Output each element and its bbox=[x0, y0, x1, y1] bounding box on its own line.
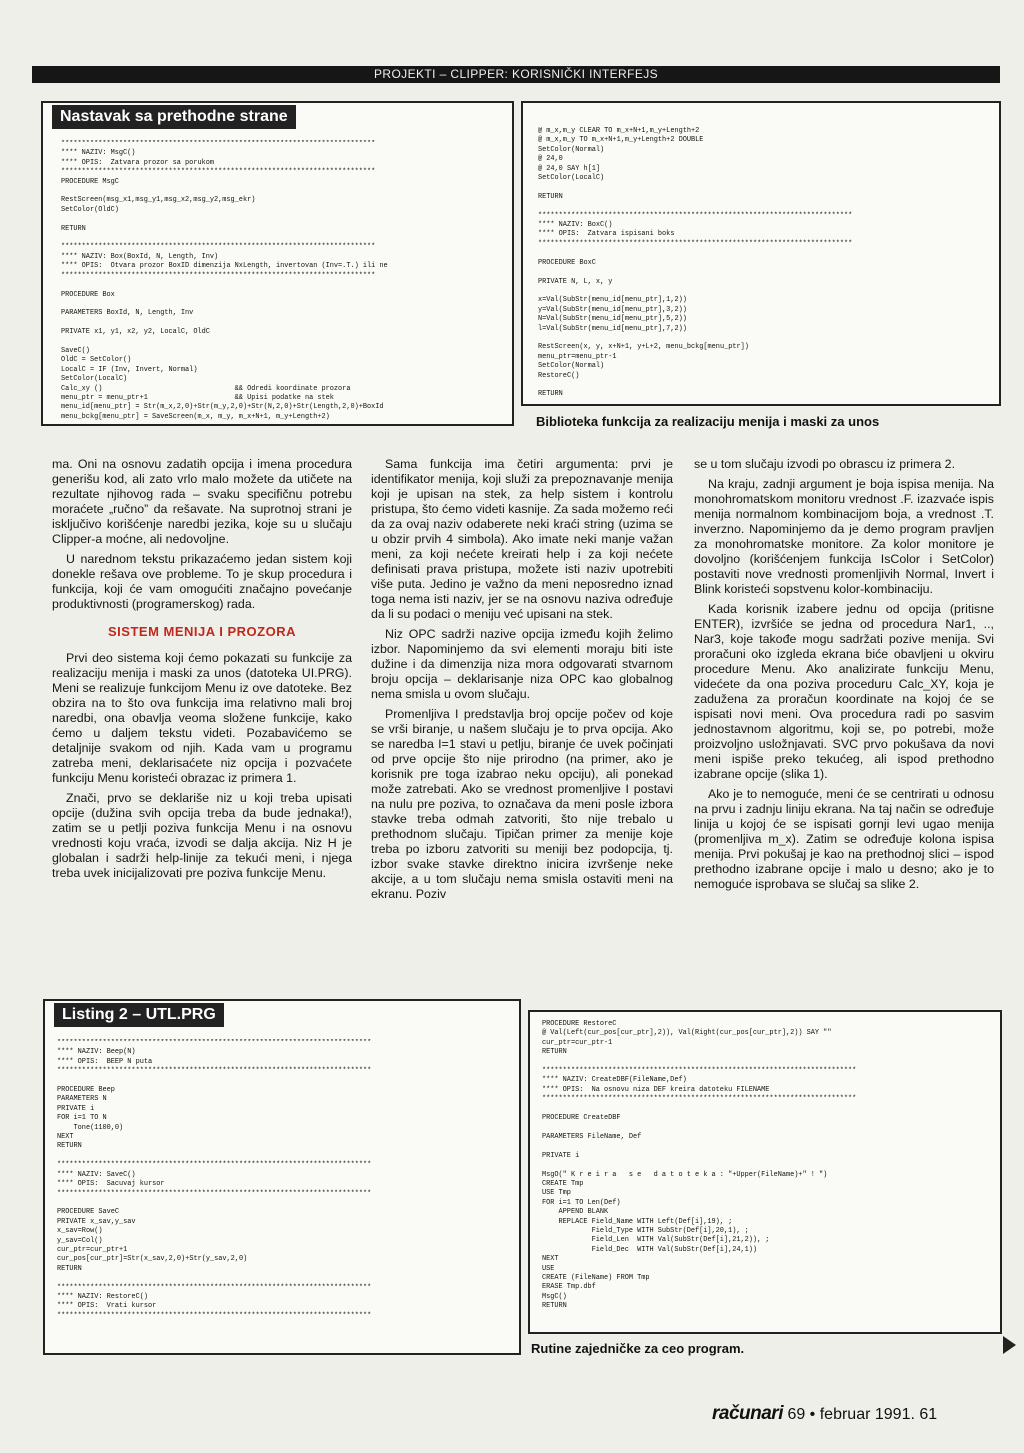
listing-utl-title: Listing 2 – UTL.PRG bbox=[54, 1003, 224, 1027]
listing-menu-functions-caption: Biblioteka funkcija za realizaciju menija i maski za unos bbox=[536, 414, 880, 429]
article-column-3 bbox=[694, 457, 994, 897]
paragraph: Ako je to nemoguće, meni će se centrirati u odnosu na prvu i zadnju liniju ekrana. Na taj način se određuje linija u kojoj će se ispisati gornji levi ugao menija (promenljiva m_x). Zatim se određuje kolona ispisa menija. Prvi pokušaj je kao na prethodnoj slici – ispod prethodno izabrane opcije i malo u desno; ako je to nemoguće isprobava se slučaj sa slike 2. bbox=[694, 787, 994, 891]
paragraph: Znači, prvo se deklariše niz u koji treba upisati opcije (dužina svih opcija treba da bude jednaka!), zatim se u petlji poziva funkcija Menu i na osnovu vrednosti koju vraća, izvodi se dalja akcija. Niz H je globalan i sadrži help-linije za tekući meni, i njega treba uvek inicijalizovati pre poziva funkcije Menu. bbox=[52, 791, 352, 880]
continue-arrow-icon bbox=[1003, 1336, 1016, 1354]
paragraph: Niz OPC sadrži nazive opcija između kojih želimo izbor. Napominjemo da svi elementi moraju biti iste dužine i da dimenzija niza mora odgovarati stvarnom broju opcija – deklarisanje niza OPC kao globalnog nema smisla u ovom slučaju. bbox=[371, 627, 673, 701]
section-heading: SISTEM MENIJA I PROZORA bbox=[108, 624, 296, 639]
listing-menu-functions-box bbox=[521, 101, 1001, 406]
page-footer bbox=[712, 1402, 1012, 1426]
listing-continued-title: Nastavak sa prethodne strane bbox=[52, 105, 296, 129]
paragraph: ma. Oni na osnovu zadatih opcija i imena procedura generišu kod, ali zato vrlo malo možete da utičete na rezultate njihovog rada – svaku specifičnu potrebu moraćete „ručno” da rešavate. Na suprotnoj strani je isključivo korišćenje naredbi jezika, koje su u slučaju Clipper-a moćne, ali nedovoljne. bbox=[52, 457, 352, 546]
listing-common-routines-box bbox=[528, 1010, 1002, 1334]
magazine-logo: računari bbox=[712, 1403, 783, 1424]
paragraph: Promenljiva I predstavlja broj opcije počev od koje se vrši biranje, u našem slučaju je to prva opcija. Ako se naredba I=1 stavi u petlju, biranje će uvek počinjati od prve opcije što nije prirodno (na primer, ako je korisnik pre toga izabrao neku opciju), ali ponekad može zatrebati. Ako se vrednost promenljive I postavi na nulu pre poziva, to označava da meni posle izbora stavke treba odmah zatvoriti, što nije trebalo u prethodnom slučaju. Tipičan primer za menije koje treba po izboru zatvoriti su meniji bez podopcija, tj. izbor svake stavke direktno inicira izvršenje neke akcije, a u tom slučaju nema smisla ostaviti meni na ekranu. Poziv bbox=[371, 707, 673, 901]
paragraph: Prvi deo sistema koji ćemo pokazati su funkcije za realizaciju menija i maski za unos (datoteka UI.PRG). Meni se realizuje funkcijom Menu iz ove datoteke. Bez obzira na to što ova funkcija ima relativno mali broj naredbi, ona obavlja veoma složene funkcije, kako ćemo u daljem tekstu videti. Pozabavićemo se detaljnije svakom od njih. Kada vam u programu zatreba meni, deklarisaćete niz opcija i pozvaćete funkciju Menu koristeći obrazac iz primera 1. bbox=[52, 651, 352, 785]
listing-continued-box bbox=[41, 101, 514, 426]
paragraph: Kada korisnik izabere jednu od opcija (pritisne ENTER), izvršiće se jedna od procedura Nar1, .., Nar3, koje takođe mogu sadržati pozive menija. Svi proračuni oko izgleda ekrana biće obavljeni u okviru procedure Menu. Ako analizirate funkciju Menu, videćete da ona poziva proceduru Calc_XY, koja je zadužena za proračun koordinate na kojoj će se ispisati novi meni. Ova procedura radi po sasvim jednostavnom algoritmu, koji se, po potrebi, može proizvoljno usložnjavati. SVC prvo pokušava da novi meni ispiše preko tekućeg, ali ispod prethodno izabrane opcije (slika 1). bbox=[694, 602, 994, 781]
listing-continued-code: **************************************************************************** **** NAZIV: MsgC() **** OPIS: Zatvara prozor sa porukom **************************************************************************** PROCEDURE MsgC RestScreen(msg_x1,msg_y1,msg_x2,msg_y2,msg_ekr) SetColor(OldC) RETURN **************************************************************************** **** NAZIV: Box(BoxId, N, Length, Inv) **** OPIS: Otvara prozor BoxID dimenzija NxLength, invertovan (Inv=.T.) ili ne **************************************************************************** PROCEDURE Box PARAMETERS BoxId, N, Length, Inv PRIVATE x1, y1, x2, y2, LocalC, OldC SaveC() OldC = SetColor() LocalC = IF (Inv, Invert, Normal) SetColor(LocalC) Calc_xy () && Odredi koordinate prozora menu_ptr = menu_ptr+1 && Upisi podatke na stek menu_id[menu_ptr] = Str(m_x,2,0)+Str(m_y,2,0)+Str(N,2,0)+Str(Length,2,0)+BoxId menu_bckg[menu_ptr] = SaveScreen(m_x, m_y, m_x+N+1, m_y+Length+2) bbox=[61, 140, 388, 420]
listing-menu-functions-code: @ m_x,m_y CLEAR TO m_x+N+1,m_y+Length+2 @ m_x,m_y TO m_x+N+1,m_y+Length+2 DOUBLE SetColor(Normal) @ 24,0 @ 24,0 SAY h[1] SetColor(LocalC) RETURN **************************************************************************** **** NAZIV: BoxC() **** OPIS: Zatvara ispisani boks **************************************************************************** PROCEDURE BoxC PRIVATE N, L, x, y x=Val(SubStr(menu_id[menu_ptr],1,2)) y=Val(SubStr(menu_id[menu_ptr],3,2)) N=Val(SubStr(menu_id[menu_ptr],5,2)) l=Val(SubStr(menu_id[menu_ptr],7,2)) RestScreen(x, y, x+N+1, y+L+2, menu_bckg[menu_ptr]) menu_ptr=menu_ptr-1 SetColor(Normal) RestoreC() RETURN bbox=[538, 127, 853, 399]
section-header: PROJEKTI – CLIPPER: KORISNIČKI INTERFEJS bbox=[32, 66, 1000, 83]
paragraph: Na kraju, zadnji argument je boja ispisa menija. Na monohromatskom monitoru vrednost .F. izazvaće ispis menija normalnom kombinacijom boja, a vrednost .T. inverzno. Napominjemo da je demo program pravljen za monohromatske monitore. Za kolor monitore je dovoljno (korišćenjem funkcija IsColor i SetColor) postaviti nove vrednosti promenljivih Normal, Invert i Blink koristeći sopstvenu kolor-kombinaciju. bbox=[694, 477, 994, 596]
listing-utl-box bbox=[43, 999, 521, 1355]
paragraph: Sama funkcija ima četiri argumenta: prvi je identifikator menija, koji služi za prepoznavanje menija koji je upisan na stek, za help sistem i kontrolu pristupa, što ćemo videti kasnije. Za sada možemo reći da za ovaj naziv odaberete neki kraći string (uzima se u obzir prvih 4 simbola). Ako imate neki manje važan meni, za koji nećete kreirati help i za koji nećete definisati prava pristupa, možete isti naziv upotrebiti više puta. Jedino je važno da meni neposredno iznad toga nema isti naziv, jer se na osnovu naziva određuje da li su podaci o meniju već upisani na stek. bbox=[371, 457, 673, 621]
paragraph: se u tom slučaju izvodi po obrascu iz primera 2. bbox=[694, 457, 956, 471]
article-column-2 bbox=[371, 457, 673, 907]
paragraph: U narednom tekstu prikazaćemo jedan sistem koji donekle rešava ove probleme. To je skup procedura i funkcija, koji će vam omogućiti značajno povećanje produktivnosti (programerskog) rada. bbox=[52, 552, 352, 611]
listing-common-routines-caption: Rutine zajedničke za ceo program. bbox=[531, 1341, 745, 1356]
listing-common-routines-code: PROCEDURE RestoreC @ Val(Left(cur_pos[cur_ptr],2)), Val(Right(cur_pos[cur_ptr],2)) SAY "" cur_ptr=cur_ptr-1 RETURN **************************************************************************** **** NAZIV: CreateDBF(FileName,Def) **** OPIS: Na osnovu niza DEF kreira datoteku FILENAME **************************************************************************** PROCEDURE CreateDBF PARAMETERS FileName, Def PRIVATE i MsgO(" K r e i r a s e d a t o t e k a : "+Upper(FileName)+" ! ") CREATE Tmp USE Tmp FOR i=1 TO Len(Def) APPEND BLANK REPLACE Field_Name WITH Left(Def[i],19), ; Field_Type WITH SubStr(Def[i],20,1), ; Field_Len WITH Val(SubStr(Def[i],21,2)), ; Field_Dec WITH Val(SubStr(Def[i],24,1)) NEXT USE CREATE (FileName) FROM Tmp ERASE Tmp.dbf MsgC() RETURN bbox=[542, 1020, 857, 1311]
listing-utl-code: **************************************************************************** **** NAZIV: Beep(N) **** OPIS: BEEP N puta **************************************************************************** PROCEDURE Beep PARAMETERS N PRIVATE i FOR i=1 TO N Tone(1100,0) NEXT RETURN **************************************************************************** **** NAZIV: SaveC() **** OPIS: Sacuvaj kursor **************************************************************************** PROCEDURE SaveC PRIVATE x_sav,y_sav x_sav=Row() y_sav=Col() cur_ptr=cur_ptr+1 cur_pos[cur_ptr]=Str(x_sav,2,0)+Str(y_sav,2,0) RETURN **************************************************************************** **** NAZIV: RestoreC() **** OPIS: Vrati kursor **************************************************************************** bbox=[57, 1039, 372, 1320]
article-column-1 bbox=[52, 457, 352, 886]
issue-info: 69 • februar 1991. bbox=[787, 1406, 915, 1423]
page-number: 61 bbox=[919, 1406, 938, 1423]
